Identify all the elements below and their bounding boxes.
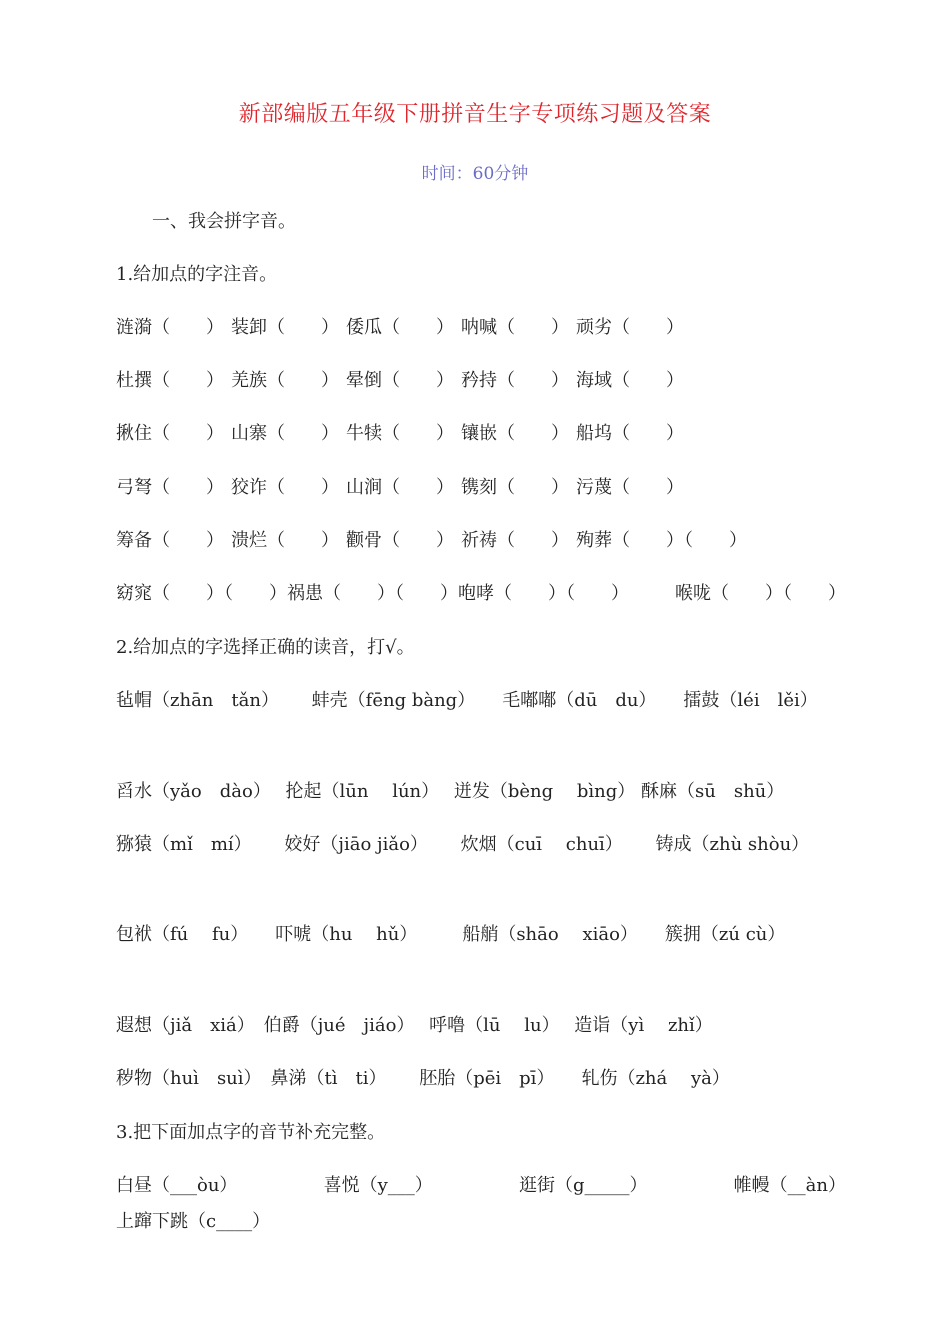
choice-line-3: 猕猿（mǐ mí） 姣好（jiāo jiǎo） 炊烟（cuī chuī） 铸成（zhù shòu）	[116, 834, 810, 855]
word-item: 狡诈（ ）	[231, 477, 339, 498]
choice-line-4: 包袱（fú fu） 吓唬（hu hǔ） 船艄（shāo xiāo） 簇拥（zú cù）	[116, 924, 786, 945]
pinyin-row-6	[116, 582, 846, 606]
word-item: 山涧（ ）	[346, 477, 454, 498]
word-item: 镶嵌（ ）	[461, 423, 569, 444]
word-item: 矜持（ ）	[461, 370, 569, 391]
choice-line-2: 舀水（yǎo dào） 抡起（lūn lún） 迸发（bèng bìng） 酥麻（sū shū）	[116, 781, 785, 802]
word-item: 杜撰（ ）	[116, 370, 224, 391]
question-2-prompt: 2.给加点的字选择正确的读音，打√。	[116, 637, 415, 658]
word-item: 筹备（ ）	[116, 530, 224, 551]
word-item: 顽劣（ ）	[576, 317, 684, 338]
word-item: 牛犊（ ）	[346, 423, 454, 444]
fill-item: 白昼（___òu）	[116, 1175, 238, 1196]
word-item: 喉咙（ ）（ ）	[675, 583, 846, 604]
fill-item: 喜悦（y___）	[323, 1175, 433, 1196]
word-item: 溃烂（ ）	[231, 530, 339, 551]
pinyin-row-2	[116, 369, 846, 393]
word-item: 倭瓜（ ）	[346, 317, 454, 338]
word-item: 弓弩（ ）	[116, 477, 224, 498]
word-item: 祈祷（ ）	[461, 530, 569, 551]
pinyin-row-5	[116, 529, 846, 553]
word-item: 殉葬（ ）（ ）	[576, 530, 747, 551]
word-item: 祸患（ ）（ ）	[287, 583, 458, 604]
question-3-prompt: 3.把下面加点字的音节补充完整。	[116, 1122, 386, 1143]
section-heading: 一、我会拼字音。	[152, 211, 296, 232]
choice-line-6: 秽物（huì suì） 鼻涕（tì ti） 胚胎（pēi pī） 轧伤（zhá yà）	[116, 1068, 730, 1089]
word-item: 颧骨（ ）	[346, 530, 454, 551]
fill-line-1	[116, 1174, 846, 1198]
document-title: 新部编版五年级下册拼音生字专项练习题及答案	[238, 102, 712, 127]
word-item: 呐喊（ ）	[461, 317, 569, 338]
pinyin-row-1	[116, 316, 846, 340]
word-item: 涟漪（ ）	[116, 317, 224, 338]
fill-line-2: 上蹿下跳（c____）	[116, 1211, 271, 1232]
pinyin-row-3	[116, 422, 846, 446]
word-item: 揪住（ ）	[116, 423, 224, 444]
fill-item: 帷幔（__àn）	[733, 1175, 846, 1196]
choice-line-1: 毡帽（zhān tǎn） 蚌壳（fēng bàng） 毛嘟嘟（dū du） 擂鼓（léi lěi）	[116, 690, 818, 711]
word-item: 窈窕（ ）（ ）	[116, 583, 287, 604]
time-limit: 时间：60分钟	[421, 164, 529, 184]
word-item: 咆哮（ ）（ ）	[458, 583, 629, 604]
fill-item: 逛街（g_____）	[518, 1175, 648, 1196]
word-item: 海域（ ）	[576, 370, 684, 391]
word-item: 晕倒（ ）	[346, 370, 454, 391]
word-item: 污蔑（ ）	[576, 477, 684, 498]
word-item: 山寨（ ）	[231, 423, 339, 444]
word-item: 羌族（ ）	[231, 370, 339, 391]
word-item: 装卸（ ）	[231, 317, 339, 338]
choice-line-5: 遐想（jiǎ xiá） 伯爵（jué jiáo） 呼噜（lū lu） 造诣（yì zhǐ）	[116, 1015, 713, 1036]
word-item: 船坞（ ）	[576, 423, 684, 444]
pinyin-row-4	[116, 476, 846, 500]
word-item: 镌刻（ ）	[461, 477, 569, 498]
question-1-prompt: 1.给加点的字注音。	[116, 264, 278, 285]
